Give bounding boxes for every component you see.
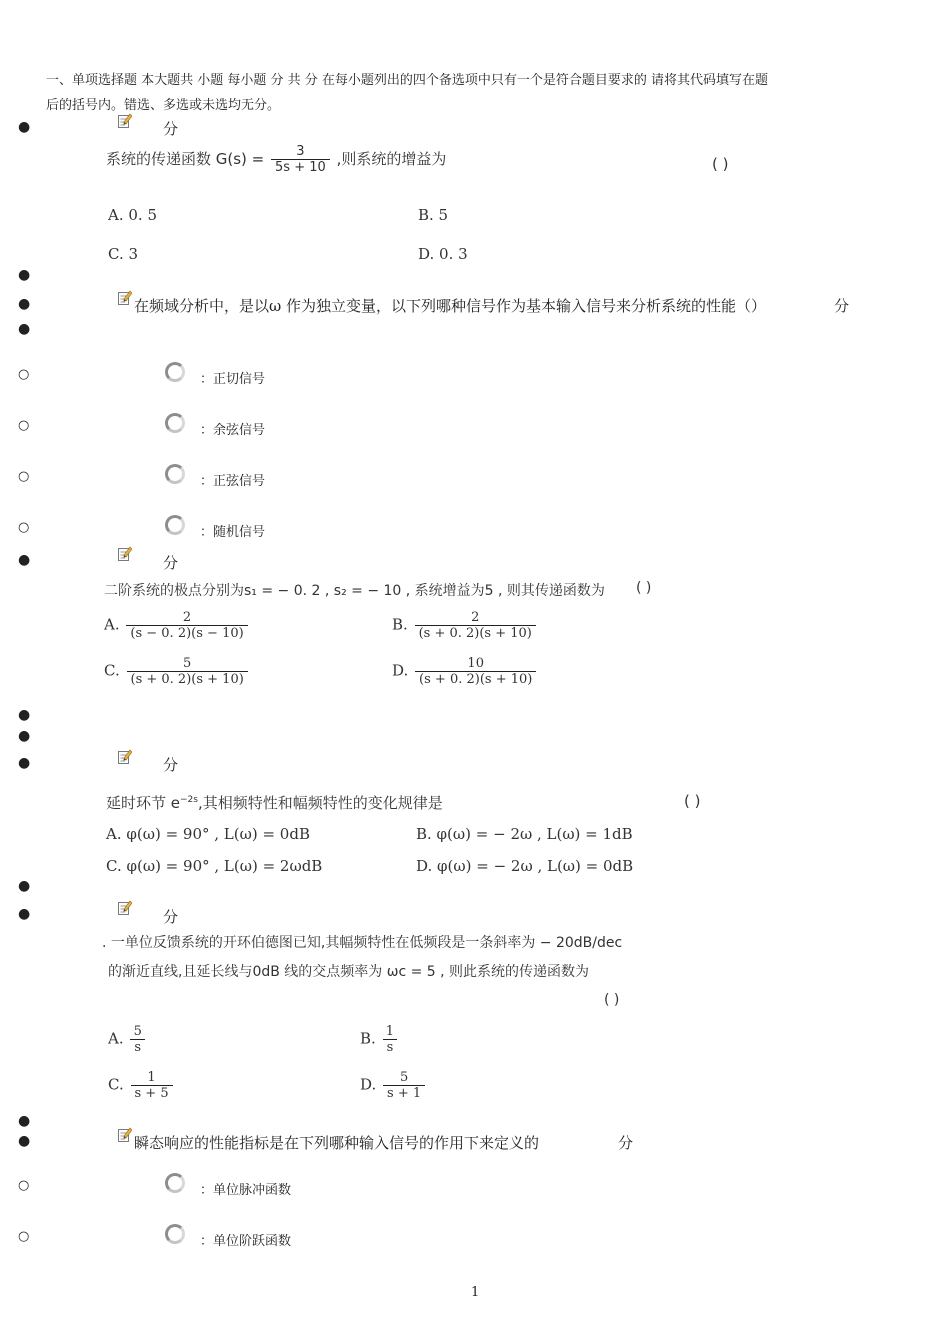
q3-option-d	[392, 656, 538, 687]
score-label: 分	[163, 554, 179, 572]
q3-option-c	[104, 656, 250, 687]
answer-parentheses: ( )	[712, 155, 729, 173]
option-bullet: ○	[18, 367, 30, 382]
q5-stem-line-2: 的渐近直线,且延长线与0dB 线的交点频率为 ωc = 5 , 则此系统的传递函数为	[108, 964, 590, 980]
score-label: 分	[163, 908, 179, 926]
q5-option-b-den: s	[383, 1039, 398, 1055]
q5-option-c-num: 1	[147, 1070, 156, 1085]
q3-option-d-label: D.	[392, 661, 409, 680]
page-number: 1	[471, 1285, 480, 1300]
bullet: ●	[18, 119, 31, 135]
q5-option-d-label: D.	[360, 1075, 377, 1094]
option-bullet: ○	[18, 520, 30, 535]
bullet: ●	[18, 267, 31, 283]
note-icon	[118, 546, 132, 561]
q5-option-c-den: s + 5	[131, 1085, 173, 1101]
q3-option-c-den: (s + 0. 2)(s + 10)	[127, 671, 248, 687]
q1-option-b: B. 5	[418, 206, 449, 224]
q2-option-d: ：随机信号	[200, 525, 266, 540]
note-icon	[118, 113, 132, 128]
option-bullet: ○	[18, 1229, 30, 1244]
option-bullet: ○	[18, 1178, 30, 1193]
q4-stem-post: ,其相频特性和幅频特性的变化规律是	[197, 794, 443, 812]
q5-option-b	[360, 1024, 399, 1055]
q1-fraction-num: 3	[296, 144, 305, 159]
q2-radio-d[interactable]	[165, 515, 185, 535]
q3-option-b-den: (s + 0. 2)(s + 10)	[415, 625, 536, 641]
q2-option-b: ：余弦信号	[200, 423, 266, 438]
q1-stem	[106, 144, 446, 175]
q1-stem-post: ,则系统的增益为	[336, 150, 447, 168]
note-icon	[118, 1127, 132, 1142]
q2-stem: 在频域分析中，是以ω 作为独立变量，以下列哪种信号作为基本输入信号来分析系统的性能（）	[134, 297, 767, 315]
q2-radio-b[interactable]	[165, 413, 185, 433]
q4-option-a: A. φ(ω) = 90° , L(ω) = 0dB	[106, 825, 310, 843]
q3-option-a-den: (s − 0. 2)(s − 10)	[126, 625, 247, 641]
q2-option-a: ：正切信号	[200, 372, 266, 387]
q6-stem: 瞬态响应的性能指标是在下列哪种输入信号的作用下来定义的	[134, 1134, 540, 1152]
q4-option-b: B. φ(ω) = − 2ω , L(ω) = 1dB	[416, 825, 633, 843]
q6-radio-b[interactable]	[165, 1224, 185, 1244]
q5-option-c-label: C.	[108, 1075, 124, 1094]
q5-option-a-den: s	[130, 1039, 145, 1055]
instructions-line-1: 一、单项选择题 本大题共 小题 每小题 分 共 分 在每小题列出的四个备选项中只有一个是符合题目要求的 请将其代码填写在题	[46, 73, 769, 88]
q5-option-d-den: s + 1	[383, 1085, 425, 1101]
note-icon	[118, 290, 132, 305]
bullet: ●	[18, 906, 31, 922]
q1-option-a: A. 0. 5	[108, 206, 157, 224]
q5-option-d-num: 5	[399, 1070, 409, 1085]
q5-option-a-label: A.	[108, 1029, 124, 1048]
score-label: 分	[618, 1134, 634, 1152]
q3-option-a-label: A.	[104, 615, 120, 634]
q4-stem-pre: 延时环节 e	[106, 794, 180, 812]
q5-option-a	[108, 1024, 147, 1055]
q1-option-c: C. 3	[108, 245, 139, 263]
bullet: ●	[18, 1113, 31, 1129]
score-label: 分	[163, 756, 179, 774]
bullet: ●	[18, 878, 31, 894]
q4-stem-sup: −2s	[180, 795, 198, 805]
instructions-line-2: 后的括号内。错选、多选或未选均无分。	[46, 98, 281, 113]
note-icon	[118, 900, 132, 915]
q4-option-c: C. φ(ω) = 90° , L(ω) = 2ωdB	[106, 857, 323, 875]
q5-option-a-num: 5	[133, 1024, 142, 1039]
bullet: ●	[18, 552, 31, 568]
q3-stem: 二阶系统的极点分别为s₁ = − 0. 2 , s₂ = − 10 , 系统增益为5 , 则其传递函数为	[104, 583, 605, 599]
q2-option-c: ：正弦信号	[200, 474, 266, 489]
q2-radio-a[interactable]	[165, 362, 185, 382]
q3-option-c-label: C.	[104, 661, 120, 680]
bullet: ●	[18, 707, 31, 723]
q1-option-d: D. 0. 3	[418, 245, 468, 263]
q1-stem-pre: 系统的传递函数 G(s) =	[106, 150, 270, 168]
q3-option-b-num: 2	[471, 610, 480, 625]
bullet: ●	[18, 321, 31, 337]
q5-option-c	[108, 1070, 175, 1101]
score-label: 分	[834, 297, 850, 315]
q3-option-b	[392, 610, 538, 641]
bullet: ●	[18, 755, 31, 771]
q1-fraction	[271, 144, 330, 175]
q3-option-a-num: 2	[182, 610, 192, 625]
q6-radio-a[interactable]	[165, 1173, 185, 1193]
q4-option-d: D. φ(ω) = − 2ω , L(ω) = 0dB	[416, 857, 634, 875]
q6-option-b: ：单位阶跃函数	[200, 1234, 292, 1249]
bullet: ●	[18, 1133, 31, 1149]
answer-parentheses: ( )	[604, 992, 620, 1008]
q5-stem-line-1: . 一单位反馈系统的开环伯德图已知,其幅频特性在低频段是一条斜率为 − 20dB/dec	[102, 935, 623, 951]
answer-parentheses: ( )	[684, 792, 701, 810]
q2-radio-c[interactable]	[165, 464, 185, 484]
bullet: ●	[18, 296, 31, 312]
note-icon	[118, 749, 132, 764]
q3-option-b-label: B.	[392, 615, 408, 634]
q5-option-b-label: B.	[360, 1029, 376, 1048]
option-bullet: ○	[18, 469, 30, 484]
q3-option-d-num: 10	[467, 656, 484, 671]
q6-option-a: ：单位脉冲函数	[200, 1183, 292, 1198]
q1-fraction-den: 5s + 10	[271, 159, 330, 175]
q3-option-d-den: (s + 0. 2)(s + 10)	[415, 671, 536, 687]
answer-parentheses: ( )	[636, 580, 652, 596]
option-bullet: ○	[18, 418, 30, 433]
q5-option-b-num: 1	[385, 1024, 395, 1039]
score-label: 分	[163, 120, 179, 138]
q5-option-d	[360, 1070, 427, 1101]
q3-option-c-num: 5	[183, 656, 192, 671]
q3-option-a	[104, 610, 250, 641]
bullet: ●	[18, 728, 31, 744]
q4-stem	[106, 792, 443, 813]
